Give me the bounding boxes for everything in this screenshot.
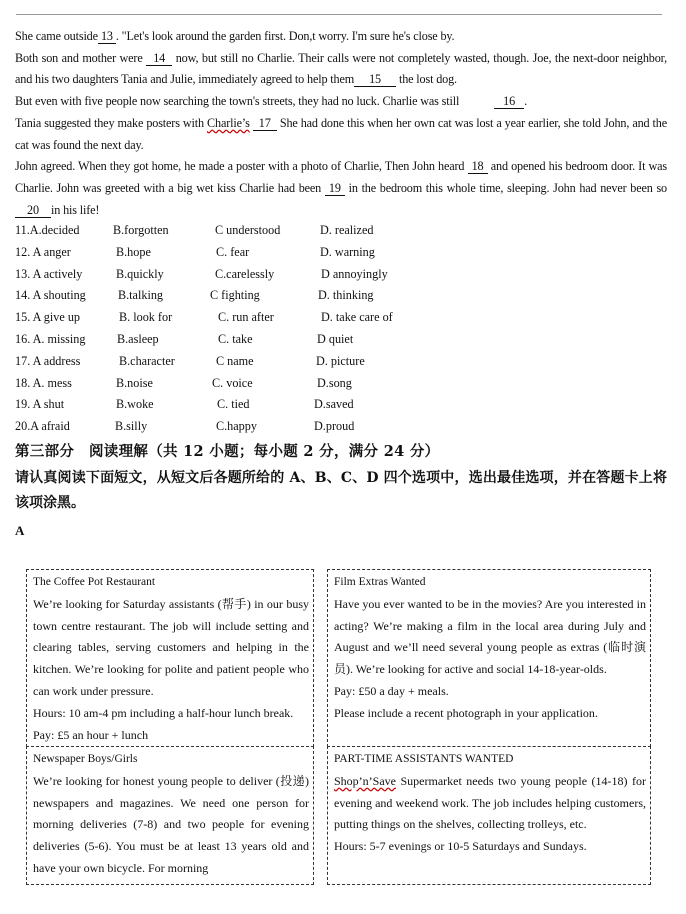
text: the lost dog. bbox=[398, 72, 457, 87]
part-label: A bbox=[15, 523, 25, 538]
text: She came outside bbox=[15, 29, 98, 43]
option-a: 18. A. mess bbox=[15, 375, 72, 390]
blank-14: 14 bbox=[146, 51, 172, 66]
ad-title: Newspaper Boys/Girls bbox=[33, 753, 138, 765]
ad-title: Film Extras Wanted bbox=[334, 576, 426, 588]
option-b: B.silly bbox=[115, 419, 148, 434]
option-c: C. tied bbox=[217, 397, 250, 412]
section-title: 第三部分 阅读理解（共 12 小题；每小题 2 分，满分 24 分） bbox=[15, 443, 440, 460]
option-a: 12. A anger bbox=[15, 244, 71, 259]
paragraph-2 bbox=[15, 48, 667, 91]
ad-pay: Pay: £5 an hour + lunch bbox=[33, 727, 149, 742]
option-c: C understood bbox=[215, 223, 281, 237]
option-d: D.saved bbox=[314, 397, 354, 412]
ad-hours: Hours: 5-7 evenings or 10-5 Saturdays and Sundays. bbox=[334, 839, 587, 854]
option-a: 14. A shouting bbox=[15, 288, 86, 303]
option-d: D. picture bbox=[316, 353, 365, 368]
ad-pay: Pay: £50 a day + meals. bbox=[334, 683, 449, 698]
option-a: 17. A address bbox=[15, 353, 81, 368]
text: in the bedroom this whole time, sleeping. John had never been so bbox=[348, 180, 667, 195]
option-b: B.forgotten bbox=[113, 223, 169, 237]
top-rule bbox=[16, 14, 662, 15]
text: But even with five people now searching the town's streets, they had no luck. Charlie was still bbox=[15, 94, 460, 109]
ad-note: Please include a recent photograph in your application. bbox=[334, 705, 598, 720]
film-extras-ad bbox=[327, 569, 651, 747]
part-time-ad bbox=[327, 746, 651, 885]
option-c: C. voice bbox=[212, 375, 253, 390]
option-a: 16. A. missing bbox=[15, 331, 86, 346]
option-b: B.noise bbox=[116, 375, 153, 390]
blank-20: 20 bbox=[15, 203, 51, 218]
option-c: C. run after bbox=[218, 310, 274, 325]
option-d: D. warning bbox=[320, 244, 375, 259]
ad-hours: Hours: 10 am-4 pm including a half-hour lunch break. bbox=[33, 705, 294, 720]
option-b: B.woke bbox=[116, 397, 154, 412]
paragraph-5 bbox=[15, 156, 667, 221]
option-d: D. realized bbox=[320, 223, 374, 237]
option-a: 13. A actively bbox=[15, 266, 83, 281]
option-c: C.happy bbox=[216, 419, 257, 434]
option-c: C. fear bbox=[216, 244, 250, 259]
ad-body bbox=[334, 771, 646, 836]
option-c: C.carelessly bbox=[215, 266, 275, 281]
text: . bbox=[524, 94, 528, 109]
option-d: D. thinking bbox=[318, 288, 374, 303]
blank-19: 19 bbox=[325, 181, 345, 196]
blank-18: 18 bbox=[468, 159, 488, 174]
option-c: C name bbox=[216, 353, 254, 368]
option-c: C fighting bbox=[210, 288, 260, 303]
text: Both son and mother were bbox=[15, 50, 143, 65]
brand-name: Shop’n’Save bbox=[334, 773, 396, 788]
option-a: 20.A afraid bbox=[15, 419, 70, 434]
option-b: B.asleep bbox=[117, 331, 159, 346]
option-d: D annoyingly bbox=[321, 266, 388, 281]
text: in his life! bbox=[51, 202, 100, 217]
blank-17: 17 bbox=[253, 116, 277, 131]
text: and opened his bedroom door. It was Charlie. John was greeted with a big wet kiss Charlie had been bbox=[15, 159, 668, 195]
option-b: B.quickly bbox=[116, 266, 164, 281]
option-d: D.proud bbox=[314, 419, 355, 434]
option-d: D quiet bbox=[317, 331, 354, 346]
blank-13: 13 bbox=[98, 29, 116, 44]
option-a: 15. A give up bbox=[15, 310, 81, 325]
ad-title: The Coffee Pot Restaurant bbox=[33, 576, 156, 588]
option-b: B. look for bbox=[119, 310, 173, 325]
coffee-pot-ad bbox=[26, 569, 314, 747]
paragraph-3 bbox=[15, 91, 667, 113]
option-b: B.hope bbox=[116, 244, 151, 259]
charlies-word: Charlie’s bbox=[207, 115, 250, 130]
option-c: C. take bbox=[218, 331, 253, 346]
option-b: B.talking bbox=[118, 288, 164, 303]
ad-body: Have you ever wanted to be in the movies? Are you interested in acting? We’re making a film in the local area during July and August and we’ll need several young people as extras (临时演员). We’re looking for active and social 14-18-year-olds. bbox=[334, 596, 646, 677]
text: Tania suggested they make posters with bbox=[15, 115, 204, 130]
text: . "Let's look around the garden first. Don,t worry. I'm sure he's close by. bbox=[115, 29, 455, 43]
ad-body-text: Supermarket needs two young people (14-18) for evening and weekend work. The job includes helping customers, putting things on the shelves, collecting trolleys, etc. bbox=[334, 773, 646, 832]
text: John agreed. When they got home, he made a poster with a photo of Charlie, Then John heard bbox=[15, 159, 465, 174]
option-d: D. take care of bbox=[321, 310, 393, 325]
ad-body: We’re looking for honest young people to deliver (投递) newspapers and magazines. We need one person for morning deliveries (7-8) and two people for evening deliveries (5-6). You must be at least 13 years old and have your own bicycle. For morning bbox=[33, 773, 309, 875]
option-a: 19. A shut bbox=[15, 397, 65, 412]
option-b: B.character bbox=[119, 353, 175, 368]
text: She had done this when her own cat was lost a year earlier, she told John, and the cat was found the next day. bbox=[15, 115, 667, 152]
option-a: 11.A.decided bbox=[15, 223, 80, 237]
blank-16: 16 bbox=[494, 94, 524, 109]
newspaper-ad bbox=[26, 746, 314, 885]
ad-title: PART-TIME ASSISTANTS WANTED bbox=[334, 753, 514, 765]
option-d: D.song bbox=[317, 375, 352, 390]
section-instructions: 请认真阅读下面短文，从短文后各题所给的 A、B、C、D 四个选项中，选出最佳选项，并在答题卡上将该项涂黑。 bbox=[15, 470, 667, 511]
paragraph-1 bbox=[15, 26, 667, 48]
paragraph-4 bbox=[15, 113, 667, 156]
blank-15: 15 bbox=[354, 72, 396, 87]
ad-body: We’re looking for Saturday assistants (帮手) in our busy town centre restaurant. The job will include setting and clearing tables, serving customers and helping in the kitchen. We’re looking for polite and patient people who can work under pressure. bbox=[33, 596, 309, 698]
text: now, but still no Charlie. Their calls were not completely wasted, though. Joe, the next-door neighbor, and his two daughters Tania and Julie, immediately agreed to help them bbox=[15, 50, 667, 87]
cloze-passage bbox=[15, 26, 667, 221]
